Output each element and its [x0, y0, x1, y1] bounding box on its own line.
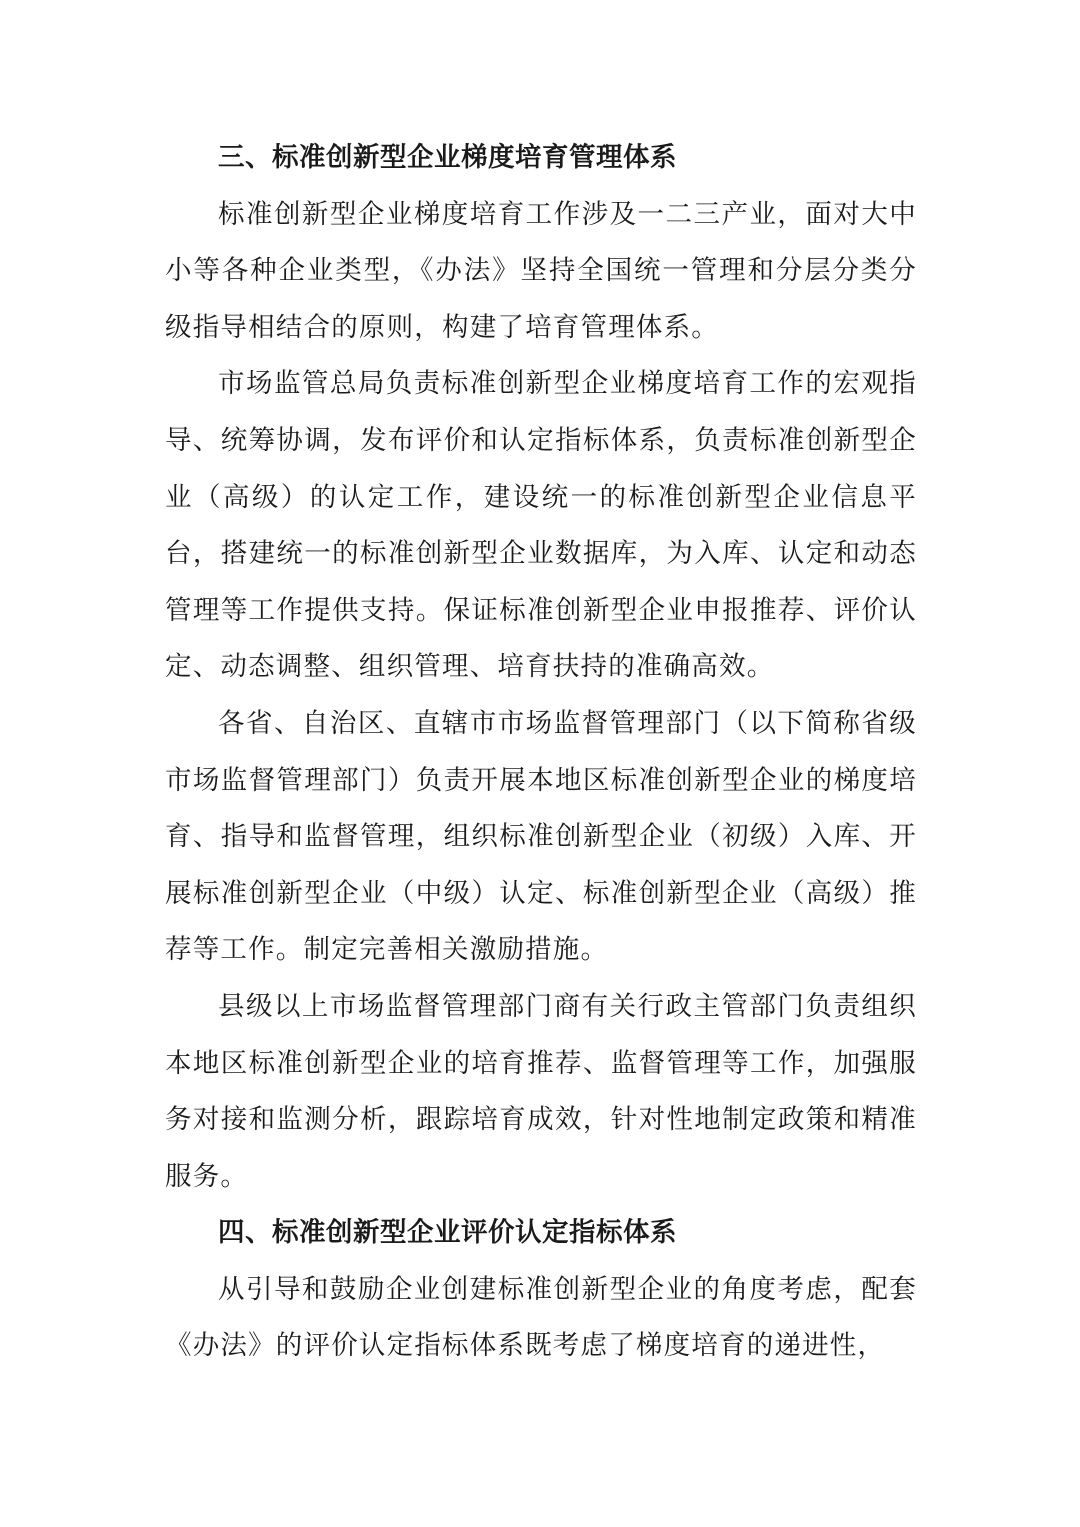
paragraph-county-duties: 县级以上市场监督管理部门商有关行政主管部门负责组织本地区标准创新型企业的培育推荐、监督管理等工作，加强服务对接和监测分析，跟踪培育成效，针对性地制定政策和精准服务。: [165, 990, 917, 1192]
paragraph-scope: 标准创新型企业梯度培育工作涉及一二三产业，面对大中小等各种企业类型，《办法》坚持全国统一管理和分层分类分级指导相结合的原则，构建了培育管理体系。: [165, 198, 917, 343]
section-heading-3: 三、标准创新型企业梯度培育管理体系: [218, 142, 677, 173]
section-heading-4: 四、标准创新型企业评价认定指标体系: [218, 1217, 677, 1249]
document-page: [165, 130, 917, 1375]
paragraph-provincial-duties: 各省、自治区、直辖市市场监督管理部门（以下简称省级市场监督管理部门）负责开展本地区标准创新型企业的梯度培育、指导和监督管理，组织标准创新型企业（初级）入库、开展标准创新型企业（中级）认定、标准创新型企业（高级）推荐等工作。制定完善相关激励措施。: [165, 707, 917, 966]
paragraph-indicator-system: 从引导和鼓励企业创建标准创新型企业的角度考虑，配套《办法》的评价认定指标体系既考虑了梯度培育的递进性，: [165, 1273, 917, 1362]
paragraph-samr-duties: 市场监管总局负责标准创新型企业梯度培育工作的宏观指导、统筹协调，发布评价和认定指标体系，负责标准创新型企业（高级）的认定工作，建设统一的标准创新型企业信息平台，搭建统一的标准创新型企业数据库，为入库、认定和动态管理等工作提供支持。保证标准创新型企业申报推荐、评价认定、动态调整、组织管理、培育扶持的准确高效。: [165, 368, 917, 683]
